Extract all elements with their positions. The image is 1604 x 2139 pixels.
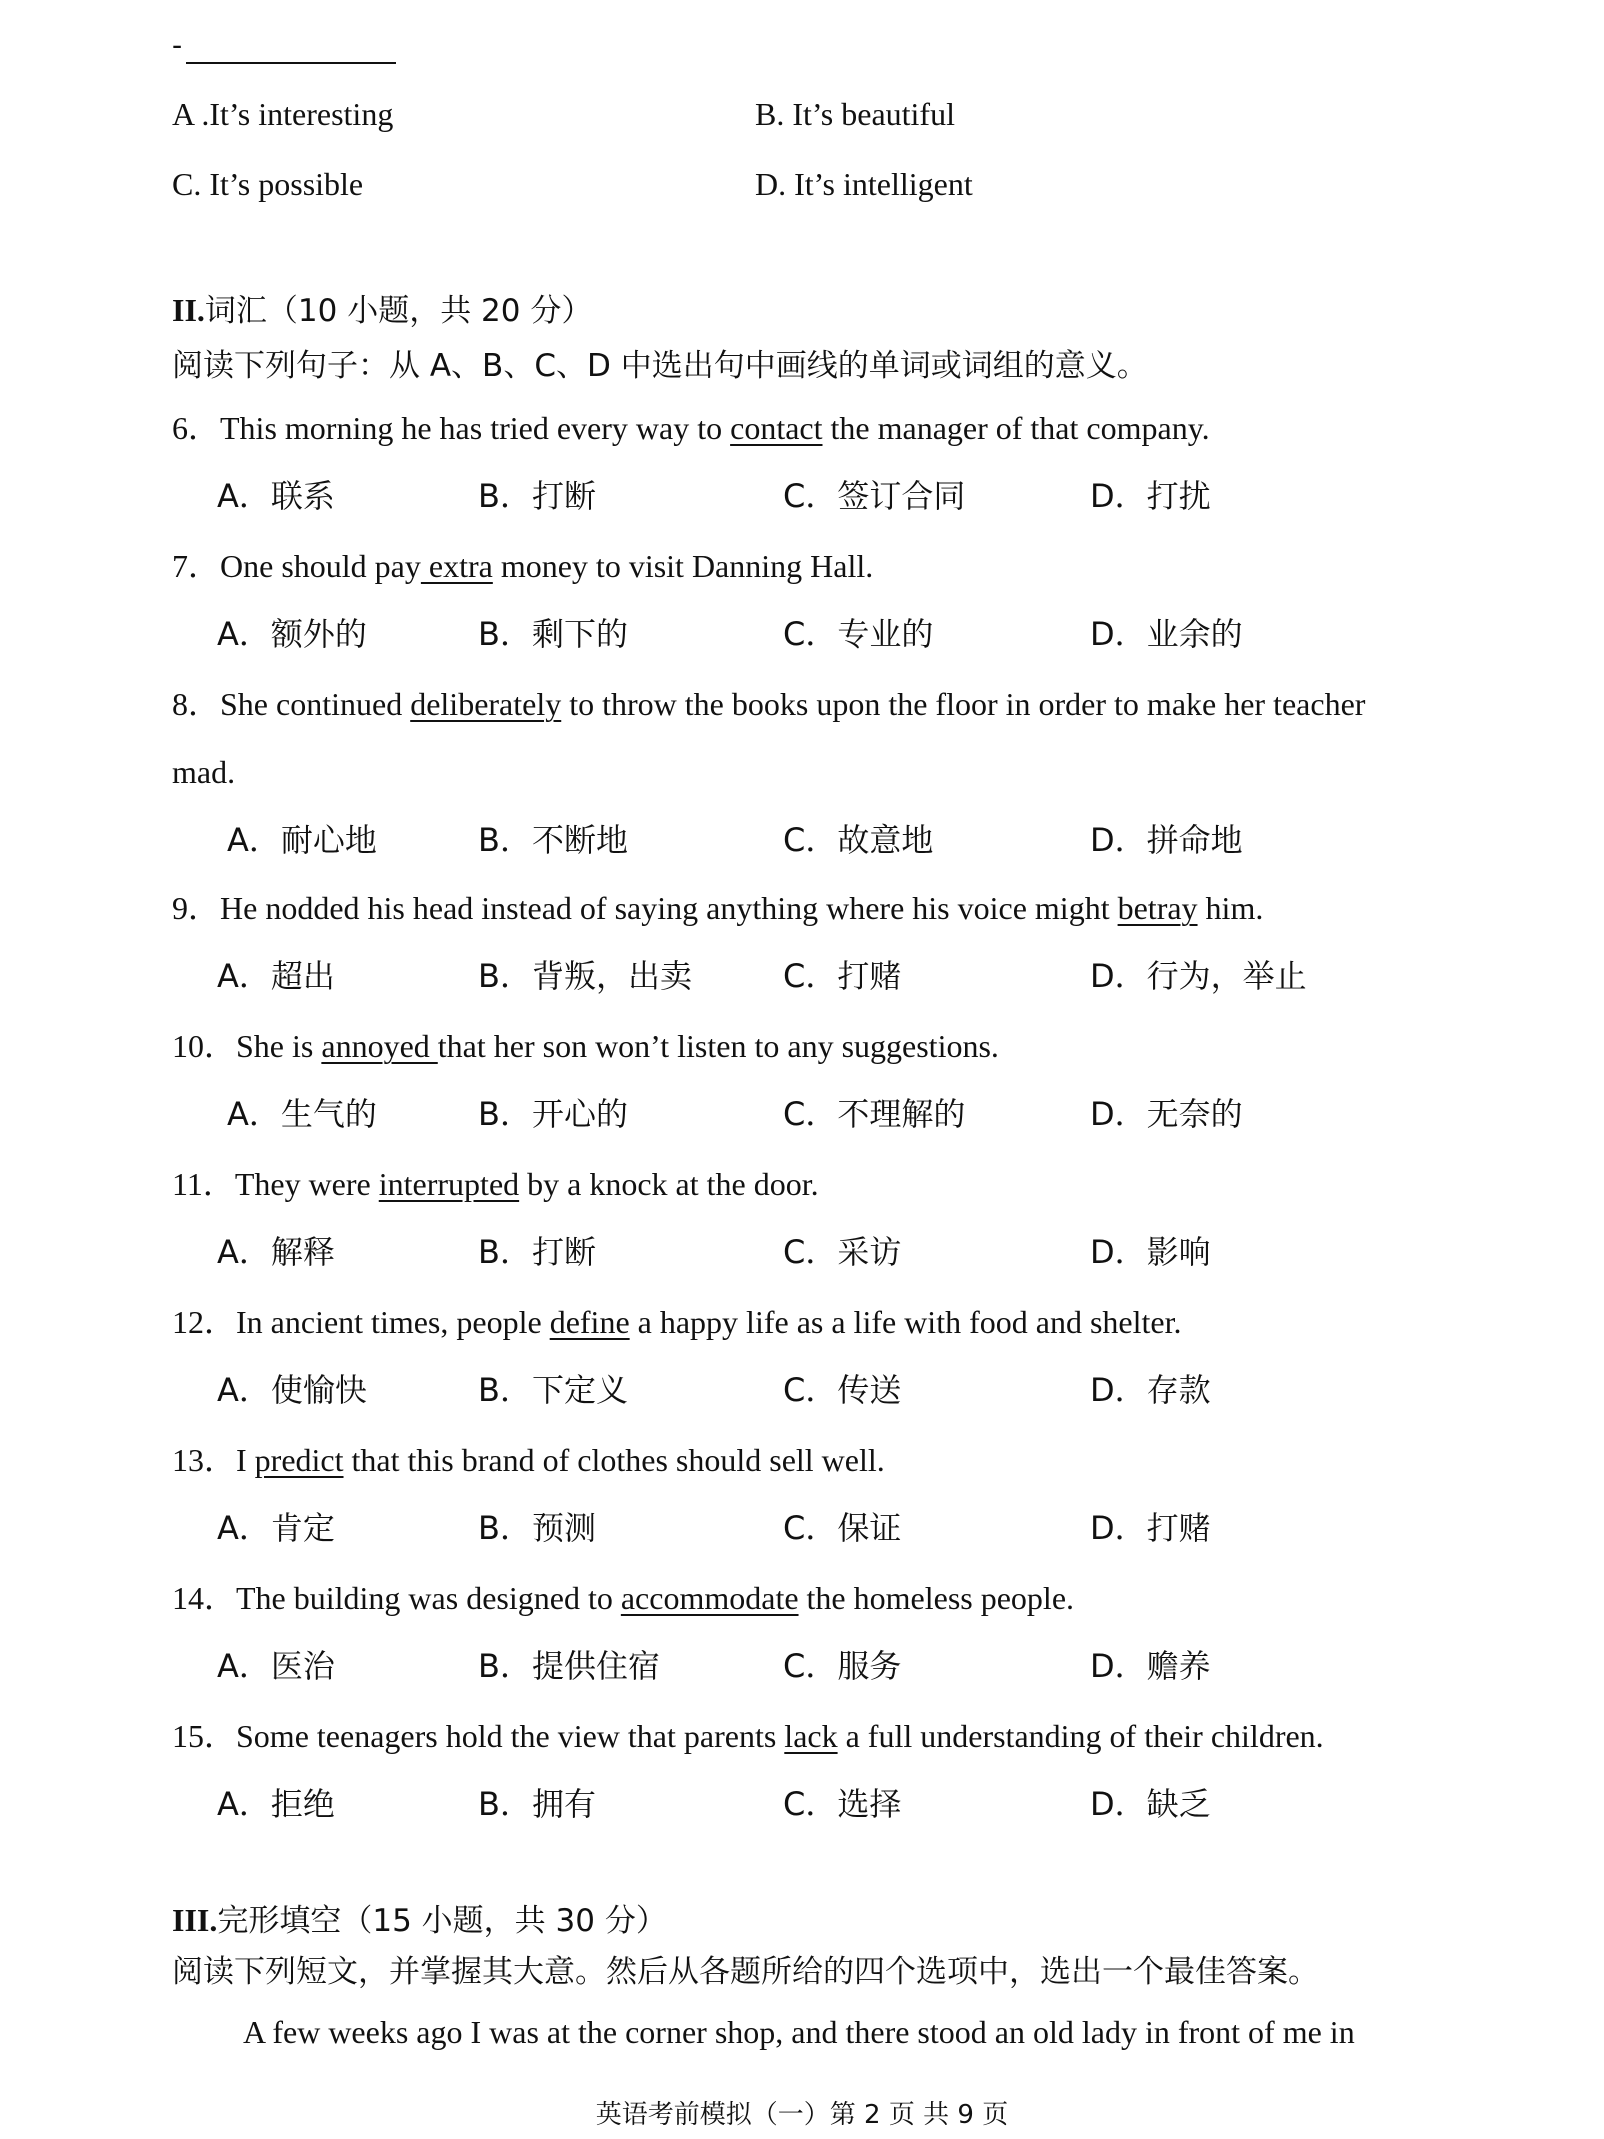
question-13-option-b: B．预测: [478, 1509, 596, 1547]
question-text: a happy life as a life with food and shelter.: [629, 1304, 1182, 1340]
question-14-option-b: B．提供住宿: [478, 1647, 660, 1685]
question-14: [172, 1578, 1074, 1618]
question-11-option-b: B．打断: [478, 1233, 596, 1271]
question-text: by a knock at the door.: [519, 1166, 819, 1202]
question-6-option-b: B．打断: [478, 477, 596, 515]
question-12-option-a: A．使愉快: [217, 1371, 367, 1409]
question-6-option-d: D．打扰: [1090, 477, 1211, 515]
question-11: [172, 1164, 819, 1204]
question-text: 13．I: [172, 1442, 255, 1478]
underlined-word: interrupted: [378, 1166, 520, 1202]
question-9-option-c: C．打赌: [783, 957, 902, 995]
question-9-option-d: D．行为，举止: [1090, 957, 1307, 995]
question-8: [172, 684, 1365, 724]
question-12-option-c: C．传送: [783, 1371, 902, 1409]
question-9-option-b: B．背叛，出卖: [478, 957, 692, 995]
question-text: that this brand of clothes should sell well.: [343, 1442, 885, 1478]
underlined-word: accommodate: [620, 1580, 799, 1616]
question-15-option-b: B．拥有: [478, 1785, 596, 1823]
question-13-option-d: D．打赌: [1090, 1509, 1211, 1547]
question-12: [172, 1302, 1181, 1342]
question-10-option-d: D．无奈的: [1090, 1095, 1243, 1133]
q5-option-c: C. It’s possible: [172, 166, 364, 202]
question-11-option-c: C．采访: [783, 1233, 902, 1271]
question-8-option-c: C．故意地: [783, 821, 934, 859]
question-text: 8．She continued: [172, 686, 411, 722]
question-15-option-d: D．缺乏: [1090, 1785, 1211, 1823]
question-7-option-a: A．额外的: [217, 615, 367, 653]
underlined-word: annoyed: [321, 1028, 438, 1064]
question-10-option-b: B．开心的: [478, 1095, 628, 1133]
question-6-option-c: C．签订合同: [783, 477, 966, 515]
question-text: money to visit Danning Hall.: [492, 548, 874, 584]
question-7-option-d: D．业余的: [1090, 615, 1243, 653]
question-text: to throw the books upon the floor in order to make her teacher: [561, 686, 1366, 722]
question-text: 14．The building was designed to: [172, 1580, 621, 1616]
question-text: 12．In ancient times, people: [172, 1304, 550, 1340]
q5-option-b: B. It’s beautiful: [755, 96, 955, 132]
question-10-option-a: A．生气的: [227, 1095, 377, 1133]
underlined-word: predict: [254, 1442, 344, 1478]
question-text: the manager of that company.: [822, 410, 1210, 446]
question-15-option-a: A．拒绝: [217, 1785, 335, 1823]
question-text: 15．Some teenagers hold the view that parents: [172, 1718, 785, 1754]
question-12-option-b: B．下定义: [478, 1371, 628, 1409]
question-13-option-c: C．保证: [783, 1509, 902, 1547]
passage-first-line: A few weeks ago I was at the corner shop, and there stood an old lady in front of me in: [243, 2014, 1355, 2050]
underlined-word: deliberately: [410, 686, 562, 722]
question-text: him.: [1197, 890, 1264, 926]
question-6-option-a: A．联系: [217, 477, 335, 515]
section-2-heading: II.词汇（10 小题，共 20 分）: [172, 292, 593, 329]
question-12-option-d: D．存款: [1090, 1371, 1211, 1409]
question-7-option-c: C．专业的: [783, 615, 934, 653]
section-2-instruction: 阅读下列句子：从 A、B、C、D 中选出句中画线的单词或词组的意义。: [172, 348, 1148, 384]
question-text: that her son won’t listen to any suggestions.: [437, 1028, 999, 1064]
question-text: 9．He nodded his head instead of saying anything where his voice might: [172, 890, 1118, 926]
question-8-option-d: D．拼命地: [1090, 821, 1243, 859]
question-text: 6．This morning he has tried every way to: [172, 410, 731, 446]
underlined-word: betray: [1117, 890, 1198, 926]
underlined-word: extra: [420, 548, 493, 584]
section-3-heading: III.完形填空（15 小题，共 30 分）: [172, 1902, 667, 1939]
question-11-option-d: D．影响: [1090, 1233, 1211, 1271]
blank-line: [186, 62, 396, 64]
question-8-option-a: A．耐心地: [227, 821, 377, 859]
underlined-word: define: [549, 1304, 630, 1340]
question-text: 7．One should pay: [172, 548, 421, 584]
question-text: the homeless people.: [798, 1580, 1075, 1616]
question-10: [172, 1026, 999, 1066]
question-11-option-a: A．解释: [217, 1233, 335, 1271]
question-10-option-c: C．不理解的: [783, 1095, 966, 1133]
question-15-option-c: C．选择: [783, 1785, 902, 1823]
question-continuation: mad.: [172, 754, 236, 790]
question-13-option-a: A．肯定: [217, 1509, 335, 1547]
underlined-word: contact: [730, 410, 823, 446]
question-text: 10．She is: [172, 1028, 322, 1064]
question-8-option-b: B．不断地: [478, 821, 628, 859]
question-9-option-a: A．超出: [217, 957, 335, 995]
section-3-instruction: 阅读下列短文，并掌握其大意。然后从各题所给的四个选项中，选出一个最佳答案。: [172, 1954, 1319, 1990]
question-7-option-b: B．剩下的: [478, 615, 628, 653]
question-14-option-a: A．医治: [217, 1647, 335, 1685]
q5-option-a: A .It’s interesting: [172, 96, 394, 132]
question-text: 11．They were: [172, 1166, 379, 1202]
question-6: [172, 408, 1210, 448]
answer-blank: -: [172, 28, 396, 64]
question-9: [172, 888, 1263, 928]
question-13: [172, 1440, 885, 1480]
underlined-word: lack: [784, 1718, 838, 1754]
q5-option-d: D. It’s intelligent: [755, 166, 973, 202]
question-14-option-d: D．赡养: [1090, 1647, 1211, 1685]
page-footer: 英语考前模拟（一）第 2 页 共 9 页: [595, 2100, 1009, 2130]
question-14-option-c: C．服务: [783, 1647, 902, 1685]
question-7: [172, 546, 873, 586]
question-text: a full understanding of their children.: [837, 1718, 1324, 1754]
question-15: [172, 1716, 1324, 1756]
